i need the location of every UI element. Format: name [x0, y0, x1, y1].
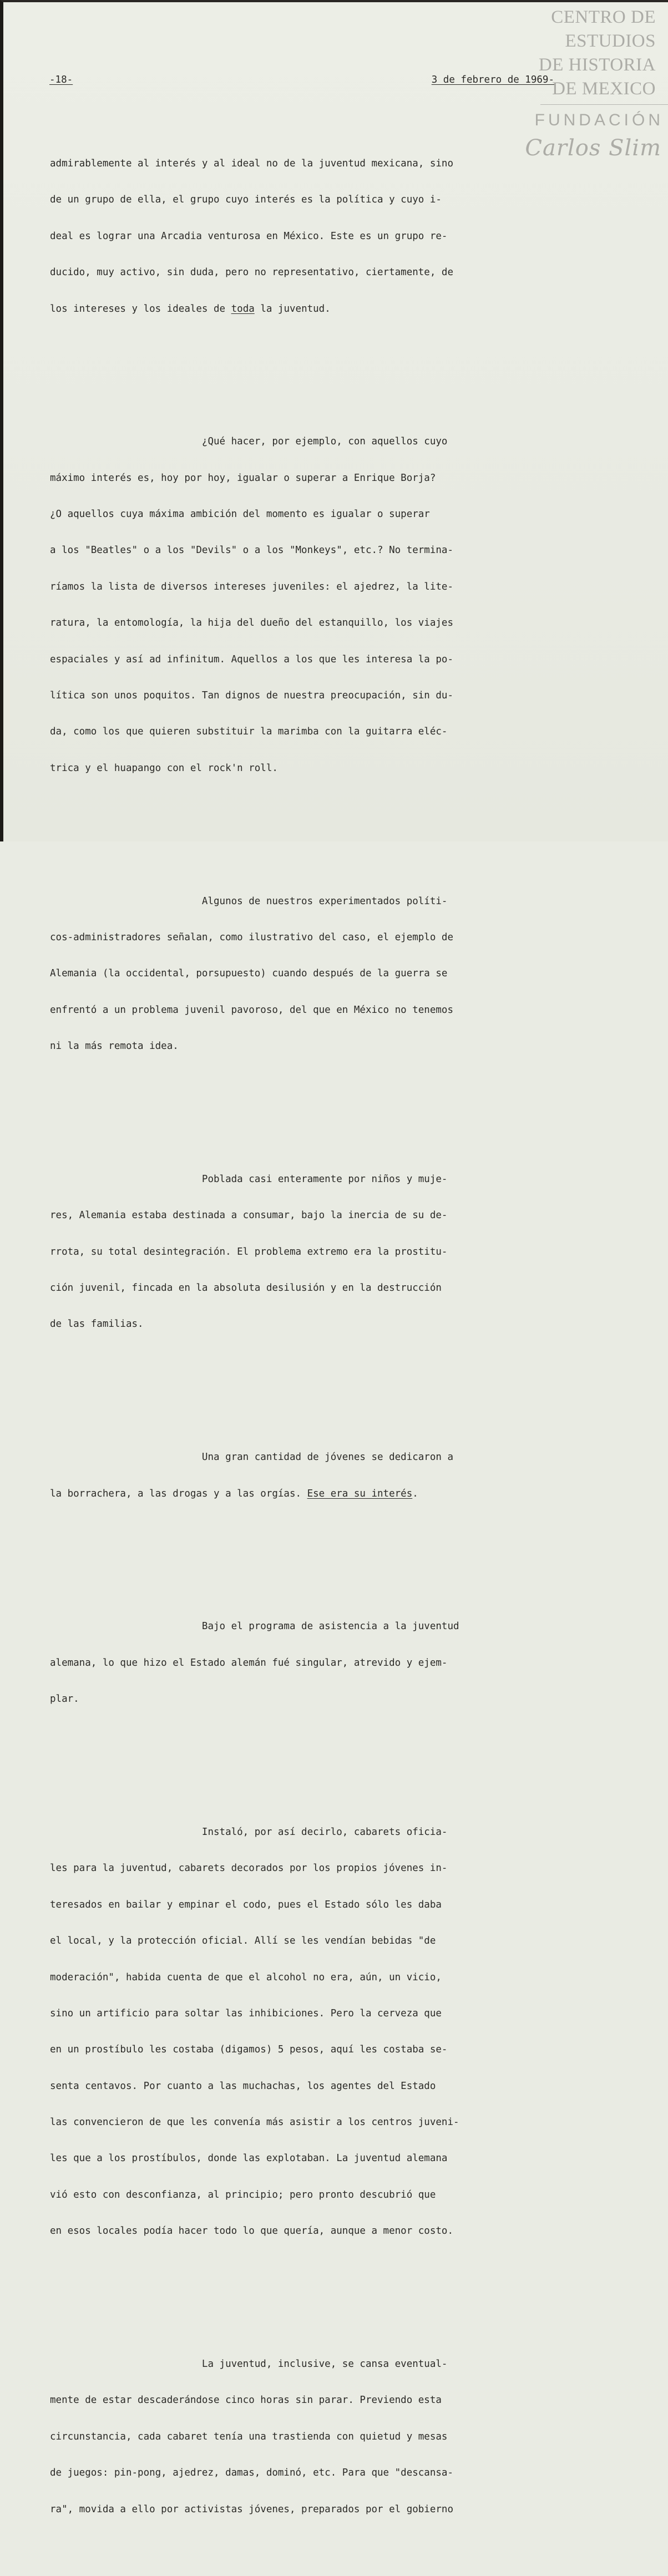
paragraph [50, 134, 571, 339]
text-line: moderación", habida cuenta de que el alcohol no era, aún, un vicio, [50, 1971, 442, 1983]
text-line: espaciales y así ad infinitum. Aquellos a los que les interesa la po- [50, 653, 453, 665]
paragraph [50, 1597, 571, 1730]
text-line: res, Alemania estaba destinada a consumar, bajo la inercia de su de- [50, 1210, 448, 1221]
underlined-phrase: Ese era su interés [307, 1488, 413, 1499]
paragraph [50, 2334, 571, 2540]
text-run: la borrachera, a las drogas y a las orgías. [50, 1488, 307, 1499]
document-page [3, 2, 668, 2515]
text-line: máximo interés es, hoy por hoy, igualar o superar a Enrique Borja? [50, 472, 436, 484]
text-line: ¿Qué hacer, por ejemplo, con aquellos cuyo [50, 436, 448, 448]
text-line: circunstancia, cada cabaret tenía una trastienda con quietud y mesas [50, 2431, 448, 2442]
text-line [50, 1488, 571, 1500]
text-run: la juventud. [254, 303, 331, 315]
text-line: La juventud, inclusive, se cansa eventual- [50, 2359, 448, 2370]
paragraph [50, 412, 571, 799]
page-number: -18- [49, 74, 73, 85]
text-line: les que a los prostíbulos, donde las explotaban. La juventud alemana [50, 2153, 448, 2164]
watermark-line: ESTUDIOS [565, 31, 656, 51]
text-line: plar. [50, 1693, 79, 1705]
text-line: en esos locales podía hacer todo lo que quería, aunque a menor costo. [50, 2225, 453, 2237]
text-line: senta centavos. Por cuanto a las muchachas, los agentes del Estado [50, 2080, 436, 2092]
document-date: 3 de febrero de 1969- [431, 74, 554, 85]
text-line: admirablemente al interés y al ideal no de la juventud mexicana, sino [50, 158, 453, 169]
text-line: Una gran cantidad de jóvenes se dedicaron a [50, 1452, 453, 1463]
text-line: vió esto con desconfianza, al principio; pero pronto descubrió que [50, 2189, 436, 2200]
text-line: ducido, muy activo, sin duda, pero no representativo, ciertamente, de [50, 267, 453, 278]
text-line: las convencieron de que les convenía más asistir a los centros juveni- [50, 2117, 459, 2128]
text-line: de un grupo de ella, el grupo cuyo interés es la política y cuyo i- [50, 194, 442, 206]
watermark-line: CENTRO DE [551, 7, 656, 27]
text-line: de las familias. [50, 1319, 144, 1330]
watermark-signature: Carlos Slim [525, 135, 661, 161]
text-line: Algunos de nuestros experimentados políti- [50, 895, 448, 907]
text-line: trica y el huapango con el rock'n roll. [50, 762, 278, 774]
text-line: cos-administradores señalan, como ilustrativo del caso, el ejemplo de [50, 931, 453, 943]
text-line: ríamos la lista de diversos intereses juveniles: el ajedrez, la lite- [50, 581, 453, 592]
paragraph [50, 1428, 571, 1524]
text-line: de juegos: pin-pong, ajedrez, damas, dominó, etc. Para que "descansa- [50, 2467, 453, 2479]
text-line: el local, y la protección oficial. Allí se les vendían bebidas "de [50, 1935, 436, 1947]
text-line: ción juvenil, fincada en la absoluta desilusión y en la destrucción [50, 1282, 442, 1294]
text-line: lítica son unos poquitos. Tan dignos de nuestra preocupación, sin du- [50, 690, 453, 702]
text-line: Poblada casi enteramente por niños y muje- [50, 1173, 448, 1185]
text-line: rrota, su total desintegración. El problema extremo era la prostitu- [50, 1246, 448, 1257]
text-line: alemana, lo que hizo el Estado alemán fué singular, atrevido y ejem- [50, 1657, 448, 1669]
text-line: a los "Beatles" o a los "Devils" o a los "Monkeys", etc.? No termina- [50, 545, 453, 556]
text-line [50, 303, 571, 316]
text-line: Bajo el programa de asistencia a la juventud [50, 1621, 459, 1632]
paragraph [50, 1802, 571, 2261]
text-line: enfrentó a un problema juvenil pavoroso, del que en México no tenemos [50, 1004, 453, 1016]
text-line: da, como los que quieren substituir la marimba con la guitarra eléc- [50, 726, 448, 738]
text-line: en un prostíbulo les costaba (digamos) 5 pesos, aquí les costaba se- [50, 2044, 448, 2056]
underlined-word: toda [231, 303, 255, 315]
watermark-line: DE HISTORIA [538, 55, 656, 75]
text-line: teresados en bailar y empinar el codo, pues el Estado sólo les daba [50, 1899, 442, 1910]
watermark-line: DE MEXICO [552, 79, 656, 99]
text-run: . [412, 1488, 418, 1499]
watermark-foundation: FUNDACIÓN [534, 111, 664, 129]
text-run: los intereses y los ideales de [50, 303, 231, 315]
page-header [49, 74, 554, 88]
paragraph [50, 871, 571, 1077]
text-line: Instaló, por así decirlo, cabarets oficia- [50, 1826, 448, 1838]
text-line: sino un artificio para soltar las inhibiciones. Pero la cerveza que [50, 2007, 442, 2019]
text-line: deal es lograr una Arcadia venturosa en México. Este es un grupo re- [50, 230, 448, 242]
text-line: mente de estar descaderándose cinco horas sin parar. Previendo esta [50, 2395, 442, 2406]
text-line: ¿O aquellos cuya máxima ambición del momento es igualar o superar [50, 509, 430, 520]
text-line: ratura, la entomología, la hija del dueño del estanquillo, los viajes [50, 617, 453, 629]
text-line: Alemania (la occidental, porsupuesto) cuando después de la guerra se [50, 968, 448, 980]
paragraph [50, 1149, 571, 1355]
text-line: ra", movida a ello por activistas jóvenes, preparados por el gobierno [50, 2503, 453, 2515]
text-line: les para la juventud, cabarets decorados por los propios jóvenes in- [50, 1863, 448, 1874]
text-line: ni la más remota idea. [50, 1041, 179, 1052]
document-body [50, 98, 571, 2576]
